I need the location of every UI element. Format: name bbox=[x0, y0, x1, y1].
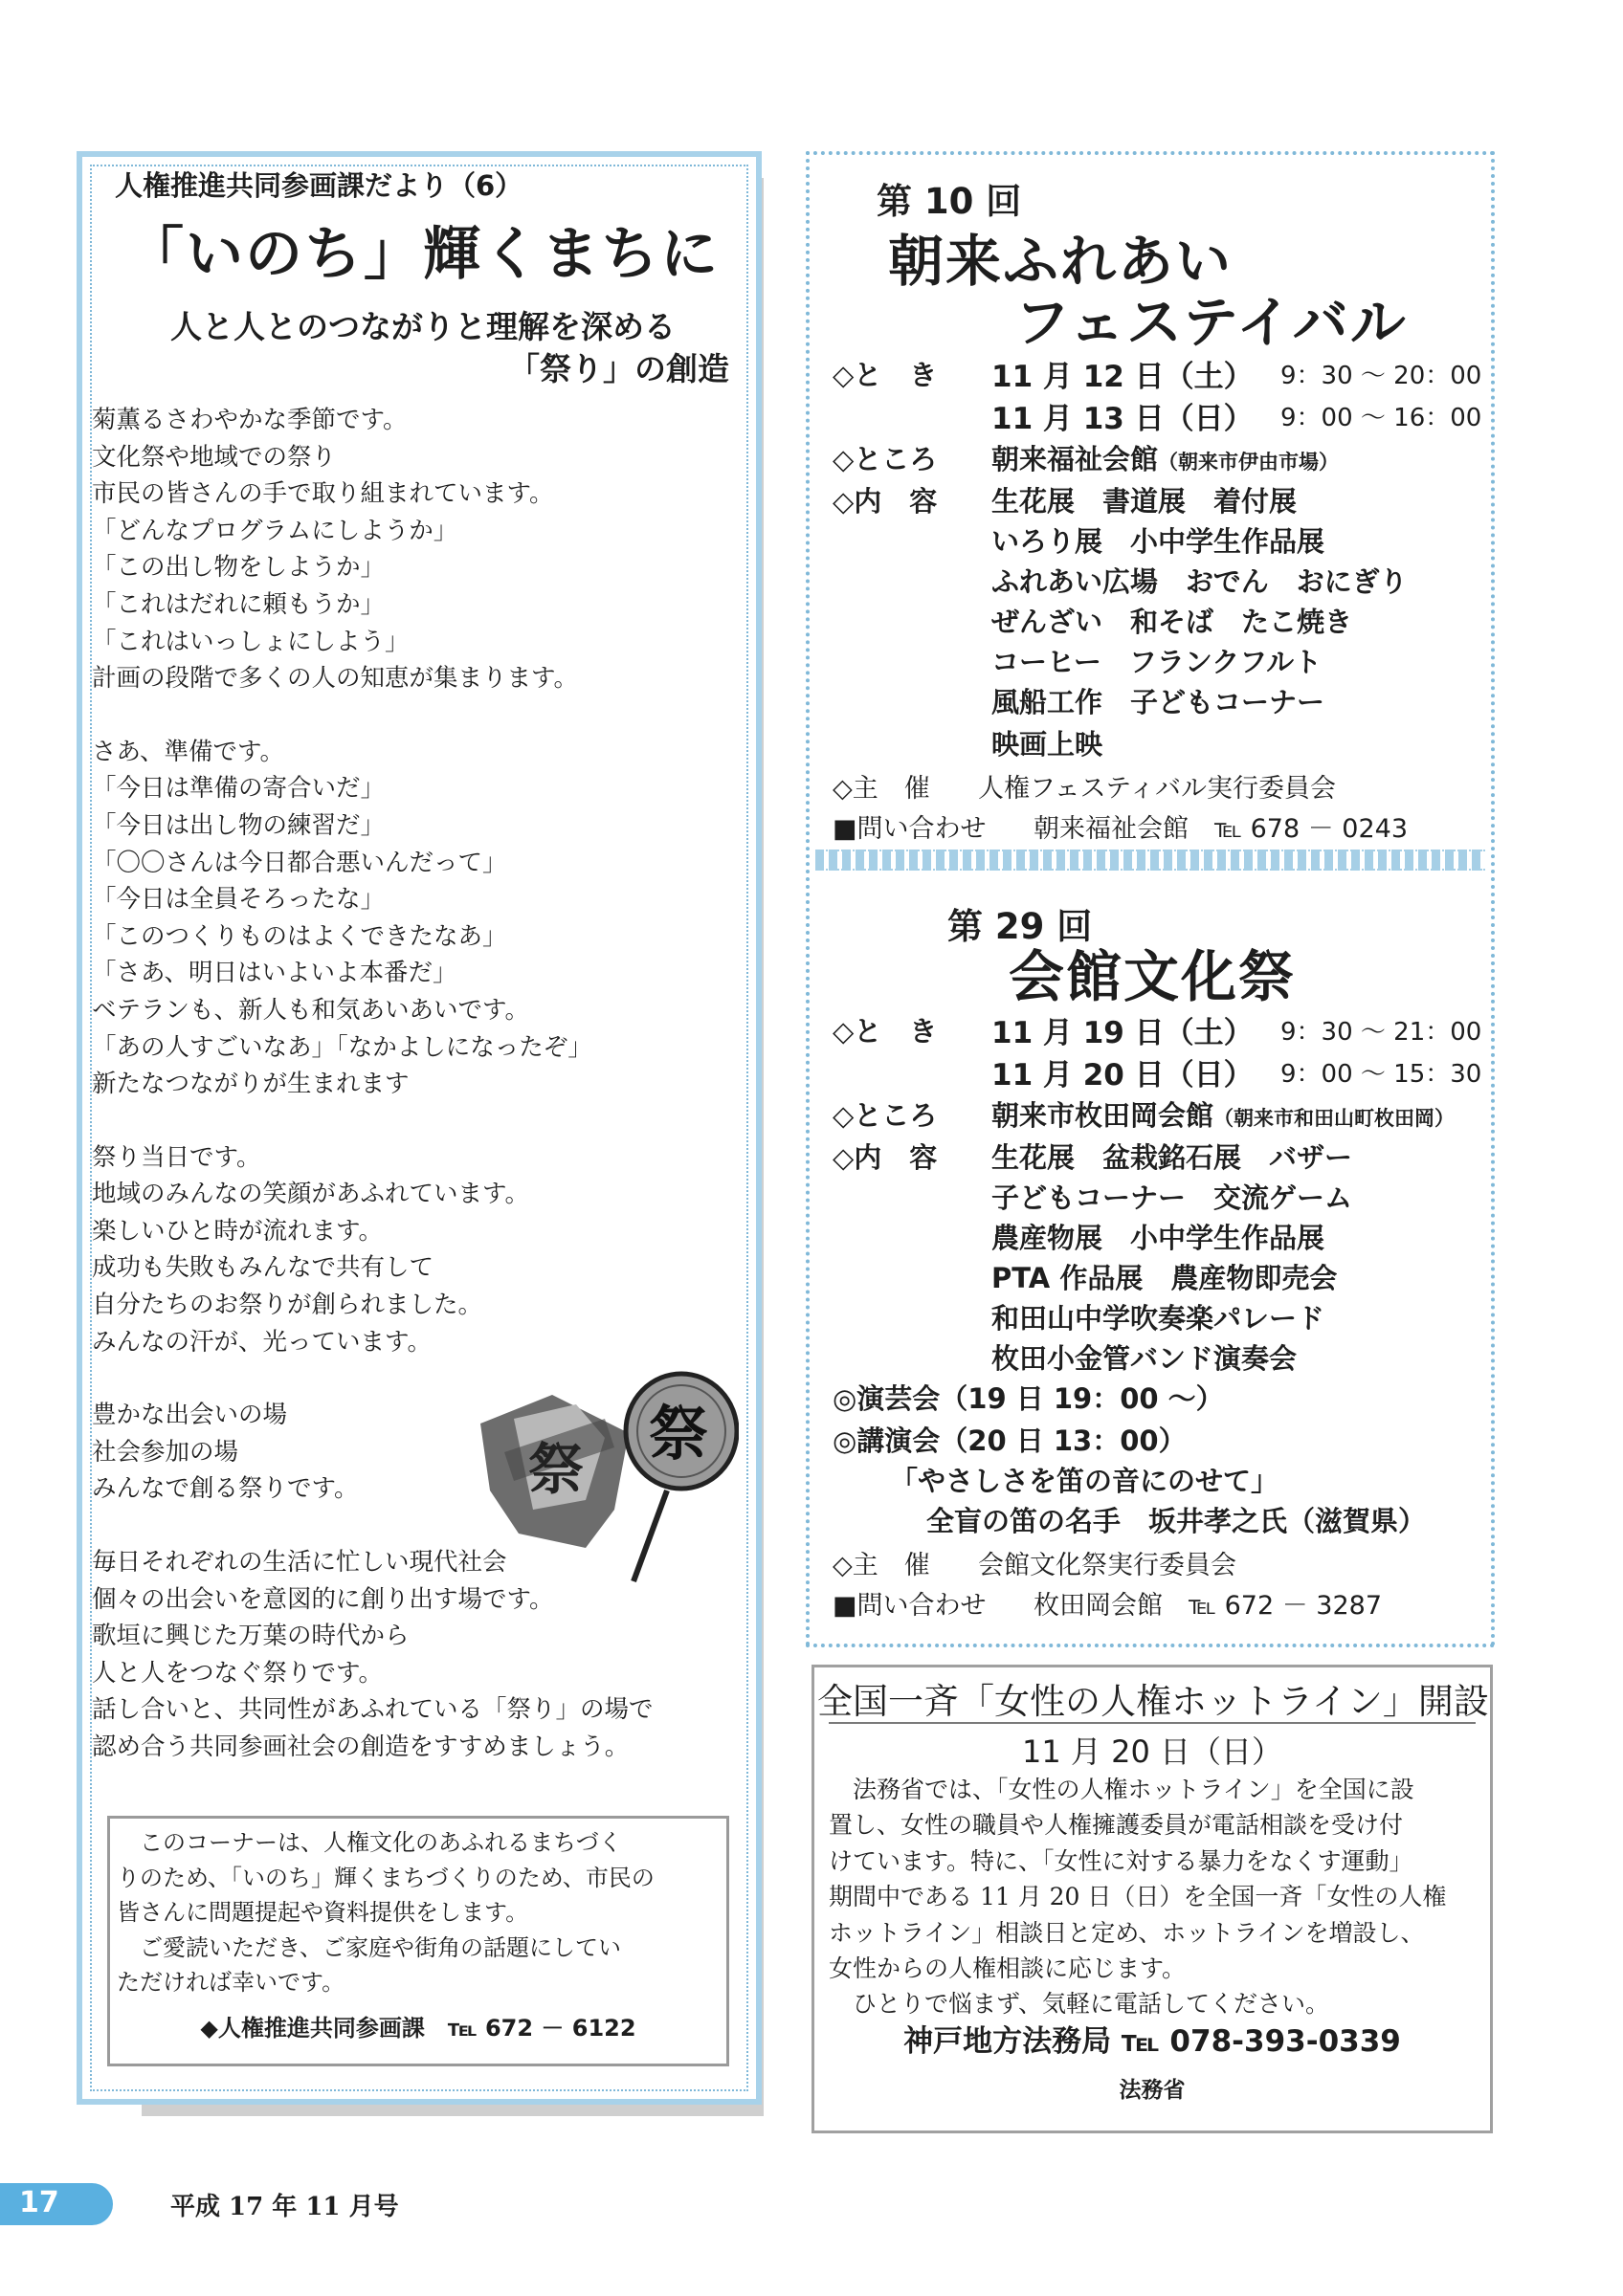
poem-line: 「あの人すごいなあ」「なかよしになったぞ」 bbox=[92, 1032, 592, 1062]
festival-content-item: ぜんざい 和そば たこ焼き bbox=[991, 606, 1353, 638]
culture-venue: 朝来市枚田岡会館 bbox=[991, 1099, 1214, 1132]
poem-line: 「これはいっしょにしよう」 bbox=[92, 627, 410, 656]
corner-note-text bbox=[117, 1825, 722, 2000]
note-line: このコーナーは、人権文化のあふれるまちづく bbox=[117, 1829, 622, 1856]
uchiwa-fan-icon bbox=[626, 1374, 737, 1581]
culture-contact-label: ■問い合わせ bbox=[833, 1591, 987, 1621]
festival-date1: 11 月 12 日（土） bbox=[991, 360, 1254, 394]
culture-content-item: PTA 作品展 農産物即売会 bbox=[991, 1262, 1338, 1294]
hotline-ministry: 法務省 bbox=[1119, 2078, 1186, 2103]
culture-event-entertainment: ◎演芸会（19 日 19：00 ～） bbox=[833, 1382, 1224, 1415]
page-number: 17 bbox=[19, 2186, 59, 2219]
poem-line: 「今日は準備の寄合いだ」 bbox=[92, 774, 386, 804]
hotline-line: 女性からの人権相談に応じます。 bbox=[829, 1954, 1187, 1983]
culture-content-item: 枚田小金管バンド演奏会 bbox=[991, 1342, 1298, 1375]
culture-venue-note: （朝来市和田山町枚田岡） bbox=[1213, 1107, 1456, 1130]
poem-line: 「〇〇さんは今日都合悪いんだって」 bbox=[92, 848, 507, 877]
festival-content-label: ◇内 容 bbox=[833, 485, 938, 518]
svg-text:祭: 祭 bbox=[528, 1437, 585, 1502]
poem-line: 新たなつながりが生まれます bbox=[92, 1070, 410, 1099]
hotline-body bbox=[829, 1772, 1479, 2022]
poem-line: 計画の段階で多くの人の知恵が集まります。 bbox=[92, 664, 578, 694]
culture-where-value bbox=[991, 1094, 1455, 1134]
culture-time1: 9：30 ～ 21：00 bbox=[1280, 1018, 1482, 1047]
hotline-title-rule bbox=[829, 1722, 1476, 1724]
poem-line: 「これはだれに頼もうか」 bbox=[92, 589, 386, 619]
note-line: りのため、「いのち」輝くまちづくりのため、市民の bbox=[117, 1864, 655, 1891]
corner-label: 人権推進共同参画課だより（6） bbox=[115, 169, 523, 202]
poem-stanza bbox=[92, 734, 723, 1103]
poem-line: 「このつくりものはよくできたなあ」 bbox=[92, 921, 507, 951]
festival-date2: 11 月 13 日（日） bbox=[991, 402, 1254, 436]
poem-line: 「今日は出し物の練習だ」 bbox=[92, 810, 386, 840]
hotline-title: 全国一斉「女性の人権ホットライン」開設 bbox=[817, 1681, 1489, 1722]
poem-line: みんなの汗が、光っています。 bbox=[92, 1327, 432, 1357]
festival-content-item: いろり展 小中学生作品展 bbox=[991, 525, 1325, 558]
festival-when-label: ◇と き bbox=[833, 359, 938, 391]
poem-line: 地域のみんなの笑顔があふれています。 bbox=[92, 1180, 529, 1209]
poem-line: 社会参加の場 bbox=[92, 1437, 239, 1467]
festival-host-value: 人権フェスティバル実行委員会 bbox=[978, 774, 1336, 804]
festival-title-line2: フェステイバル bbox=[1014, 290, 1408, 355]
issue-date: 平成 17 年 11 月号 bbox=[170, 2193, 399, 2221]
note-line: ご愛読いただき、ご家庭や街角の話題にしてい bbox=[117, 1933, 622, 1961]
festival-title-line1: 朝来ふれあい bbox=[888, 229, 1234, 294]
poem-line: 「どんなプログラムにしようか」 bbox=[92, 516, 458, 545]
culture-content-item: 子どもコーナー 交流ゲーム bbox=[991, 1181, 1353, 1214]
festival-venue-note: （朝来市伊由市場） bbox=[1158, 451, 1340, 474]
hotline-line: 置し、女性の職員や人権擁護委員が電話相談を受け付 bbox=[829, 1811, 1404, 1840]
happi-coat-icon bbox=[480, 1395, 629, 1548]
poem-line: 話し合いと、共同性があふれている「祭り」の場で bbox=[92, 1695, 654, 1725]
hotline-line: ホットライン」相談日と定め、ホットラインを増設し、 bbox=[829, 1918, 1425, 1947]
festival-number: 第 10 回 bbox=[877, 181, 1022, 222]
poem-line: 「今日は全員そろったな」 bbox=[92, 885, 386, 915]
poem-line: 成功も失敗もみんなで共有して bbox=[92, 1253, 434, 1283]
culture-content-item: 和田山中学吹奏楽パレード bbox=[991, 1302, 1325, 1335]
festival-content-item: 生花展 書道展 着付展 bbox=[991, 485, 1298, 518]
culture-lecture-title: 「やさしさを笛の音にのせて」 bbox=[890, 1465, 1279, 1497]
culture-content-label: ◇内 容 bbox=[833, 1141, 938, 1174]
festival-time2: 9：00 ～ 16：00 bbox=[1280, 404, 1482, 432]
poem-line: 豊かな出会いの場 bbox=[92, 1401, 288, 1430]
culture-when-label: ◇と き bbox=[833, 1015, 938, 1048]
hotline-date: 11 月 20 日（日） bbox=[1022, 1733, 1282, 1770]
festival-content-item: 風船工作 子どもコーナー bbox=[991, 686, 1325, 718]
subtitle-line1: 人と人とのつながりと理解を深める bbox=[170, 308, 676, 345]
poem-line: さあ、準備です。 bbox=[92, 737, 284, 766]
culture-where-label: ◇ところ bbox=[833, 1099, 938, 1132]
hotline-line: けています。特に、「女性に対する暴力をなくす運動」 bbox=[829, 1846, 1413, 1875]
festival-where-label: ◇ところ bbox=[833, 443, 938, 475]
poem-line: 個々の出会いを意図的に創り出す場です。 bbox=[92, 1584, 554, 1614]
poem-line: 祭り当日です。 bbox=[92, 1142, 261, 1172]
festival-illustration bbox=[461, 1366, 739, 1586]
note-line: 皆さんに問題提起や資料提供をします。 bbox=[117, 1899, 529, 1926]
festival-host-label: ◇主 催 bbox=[833, 774, 930, 804]
corner-contact: ◆人権推進共同参画課 ℡ 672 － 6122 bbox=[200, 2015, 636, 2042]
culture-time2: 9：00 ～ 15：30 bbox=[1280, 1060, 1482, 1089]
hotline-line: 期間中である 11 月 20 日（日）を全国一斉「女性の人権 bbox=[829, 1883, 1447, 1911]
note-line: ただければ幸いです。 bbox=[117, 1969, 345, 1996]
section-divider bbox=[815, 850, 1485, 871]
poem-body bbox=[92, 402, 723, 1802]
poem-line: 「この出し物をしようか」 bbox=[92, 553, 386, 583]
festival-venue: 朝来福祉会館 bbox=[991, 443, 1159, 475]
festival-contact-label: ■問い合わせ bbox=[833, 814, 987, 844]
poem-line: 歌垣に興じた万葉の時代から bbox=[92, 1622, 410, 1651]
poem-line: 認め合う共同参画社会の創造をすすめましょう。 bbox=[92, 1733, 630, 1761]
culture-lecturer: 全盲の笛の名手 坂井孝之氏（滋賀県） bbox=[926, 1505, 1427, 1537]
culture-content-item: 農産物展 小中学生作品展 bbox=[991, 1222, 1325, 1254]
culture-host-label: ◇主 催 bbox=[833, 1551, 930, 1580]
hotline-line: 法務省では、「女性の人権ホットライン」を全国に設 bbox=[829, 1776, 1414, 1803]
poem-line: 「さあ、明日はいよいよ本番だ」 bbox=[92, 959, 457, 988]
culture-number: 第 29 回 bbox=[947, 906, 1093, 947]
culture-date2: 11 月 20 日（日） bbox=[991, 1058, 1254, 1093]
poem-line: 人と人をつなぐ祭りです。 bbox=[92, 1658, 383, 1688]
poem-stanza bbox=[92, 1139, 723, 1361]
poem-line: 自分たちのお祭りが創られました。 bbox=[92, 1291, 483, 1320]
festival-content-item: コーヒー フランクフルト bbox=[991, 646, 1323, 678]
poem-line: 菊薫るさわやかな季節です。 bbox=[92, 406, 408, 434]
culture-date1: 11 月 19 日（土） bbox=[991, 1016, 1254, 1050]
festival-content-item: ふれあい広場 おでん おにぎり bbox=[991, 565, 1408, 598]
culture-content-item: 生花展 盆栽銘石展 バザー bbox=[991, 1141, 1353, 1174]
poem-line: ベテランも、新人も和気あいあいです。 bbox=[92, 995, 529, 1025]
hotline-line: ひとりで悩まず、気軽に電話してください。 bbox=[829, 1990, 1330, 2019]
main-title: 「いのち」輝くまちに bbox=[126, 221, 720, 288]
festival-contact-value: 朝来福祉会館 ℡ 678 － 0243 bbox=[1034, 814, 1408, 844]
poem-line: 毎日それぞれの生活に忙しい現代社会 bbox=[92, 1548, 507, 1578]
poem-line: 文化祭や地域での祭り bbox=[92, 442, 337, 472]
subtitle-line2: 「祭り」の創造 bbox=[508, 350, 729, 387]
poem-line: 楽しいひと時が流れます。 bbox=[92, 1216, 383, 1246]
festival-time1: 9：30 ～ 20：00 bbox=[1280, 362, 1482, 390]
svg-text:祭: 祭 bbox=[649, 1399, 709, 1468]
poem-line: みんなで創る祭りです。 bbox=[92, 1474, 359, 1504]
culture-host-value: 会館文化祭実行委員会 bbox=[978, 1551, 1236, 1580]
festival-where-value bbox=[991, 438, 1339, 477]
poem-line: 市民の皆さんの手で取り組まれています。 bbox=[92, 479, 554, 509]
culture-contact-value: 枚田岡会館 ℡ 672 － 3287 bbox=[1034, 1591, 1382, 1621]
poem-stanza bbox=[92, 402, 723, 697]
culture-title: 会館文化祭 bbox=[1009, 944, 1297, 1009]
festival-content-item: 映画上映 bbox=[991, 728, 1103, 761]
hotline-office: 神戸地方法務局 ℡ 078-393-0339 bbox=[903, 2024, 1401, 2059]
culture-event-lecture: ◎講演会（20 日 13：00） bbox=[833, 1424, 1187, 1457]
